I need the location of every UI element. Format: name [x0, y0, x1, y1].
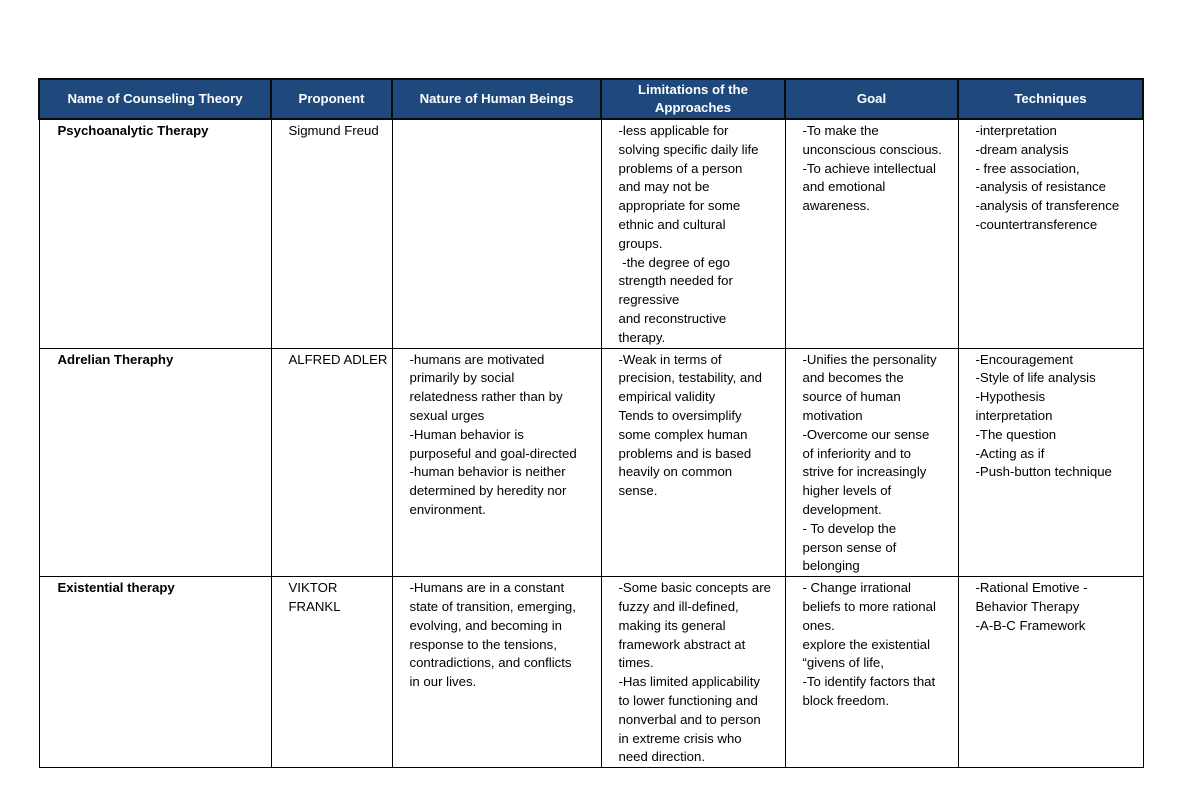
theory-name: Psychoanalytic Therapy	[57, 123, 209, 138]
cell-text-line: problems of a person	[618, 160, 743, 176]
cell-text-line: -Overcome our sense	[802, 426, 930, 442]
header-proponent: Proponent	[271, 79, 392, 119]
cell-text-line: -Has limited applicability	[618, 674, 760, 690]
cell-text-line: -A-B-C Framework	[975, 617, 1086, 633]
cell-text-line: solving specific daily life	[618, 141, 759, 157]
techniques-cell	[958, 119, 1143, 348]
cell-text-line: in our lives.	[409, 674, 477, 690]
cell-text-line: -less applicable for	[618, 123, 729, 138]
cell-text-line: and reconstructive	[618, 310, 727, 326]
table-row	[39, 577, 1143, 768]
cell-text-line: -Some basic concepts are	[618, 580, 771, 596]
techniques-cell	[958, 348, 1143, 577]
header-techniques: Techniques	[958, 79, 1143, 119]
header-goal: Goal	[785, 79, 958, 119]
cell-text-line: determined by heredity nor	[409, 483, 567, 499]
cell-text-line: nonverbal and to person	[618, 711, 761, 727]
cell-text-line: person sense of	[802, 539, 897, 555]
cell-text-line: relatedness rather than by	[409, 389, 563, 405]
cell-text-line: response to the tensions,	[409, 636, 557, 652]
counseling-theories-table	[38, 78, 1144, 768]
cell-text-line: Tends to oversimplify	[618, 407, 742, 423]
cell-text-line: unconscious conscious.	[802, 141, 942, 157]
cell-text-line: state of transition, emerging,	[409, 598, 576, 614]
table-row	[39, 119, 1143, 348]
cell-text-line: - free association,	[975, 160, 1080, 176]
cell-text-line: -Push-button technique	[975, 464, 1112, 480]
cell-text-line: ones.	[802, 617, 835, 633]
cell-text-line: -To make the	[802, 123, 879, 138]
cell-text-line: -The question	[975, 426, 1057, 442]
cell-text-line: -Acting as if	[975, 445, 1045, 461]
cell-text-line: and emotional	[802, 179, 886, 195]
header-nature: Nature of Human Beings	[392, 79, 601, 119]
cell-text-line: primarily by social	[409, 370, 515, 386]
techniques-cell	[958, 577, 1143, 768]
header-theory-name: Name of Counseling Theory	[39, 79, 271, 119]
cell-text-line: precision, testability, and	[618, 370, 762, 386]
cell-text-line: -countertransference	[975, 216, 1098, 232]
cell-text-line: awareness.	[802, 198, 870, 214]
cell-text-line: VIKTOR	[288, 580, 338, 596]
header-row	[39, 79, 1143, 119]
cell-text-line: -Human behavior is	[409, 426, 524, 442]
cell-text-line: of inferiority and to	[802, 445, 911, 461]
cell-text-line: -Style of life analysis	[975, 370, 1096, 386]
cell-text-line: empirical validity	[618, 389, 716, 405]
cell-text-line: FRANKL	[288, 598, 341, 614]
cell-text-line: appropriate for some	[618, 198, 741, 214]
cell-text-line: higher levels of	[802, 483, 892, 499]
cell-text-line: -Weak in terms of	[618, 351, 722, 367]
cell-text-line: regressive	[618, 292, 680, 308]
cell-text-line: explore the existential	[802, 636, 931, 652]
cell-text-line: times.	[618, 655, 654, 671]
cell-text-line: and becomes the	[802, 370, 904, 386]
cell-text-line: evolving, and becoming in	[409, 617, 562, 633]
goal-cell	[785, 577, 958, 768]
cell-text-line: problems and is based	[618, 445, 752, 461]
theory-name: Adrelian Theraphy	[57, 351, 174, 367]
limitations-cell	[601, 348, 785, 577]
cell-text-line: -the degree of ego	[618, 254, 730, 270]
theory-name-cell	[39, 119, 271, 348]
cell-text-line: -interpretation	[975, 123, 1057, 138]
cell-text-line: -Humans are in a constant	[409, 580, 565, 596]
cell-text-line: - Change irrational	[802, 580, 911, 596]
cell-text-line: need direction.	[618, 749, 706, 765]
cell-text-line: -Encouragement	[975, 351, 1073, 367]
limitations-cell	[601, 577, 785, 768]
cell-text-line: belonging	[802, 558, 860, 574]
cell-text-line: -analysis of transference	[975, 198, 1120, 214]
nature-cell	[392, 577, 601, 768]
cell-text-line: source of human	[802, 389, 901, 405]
cell-text-line: - To develop the	[802, 520, 897, 536]
cell-text-line: to lower functioning and	[618, 692, 758, 708]
cell-text-line: in extreme crisis who	[618, 730, 742, 746]
cell-text-line: -human behavior is neither	[409, 464, 566, 480]
theory-name: Existential therapy	[57, 580, 175, 596]
header-limitations: Limitations of the Approaches	[601, 79, 785, 119]
cell-text-line: -Rational Emotive -	[975, 580, 1088, 596]
cell-text-line: heavily on common	[618, 464, 733, 480]
cell-text-line: -Hypothesis	[975, 389, 1046, 405]
proponent-cell	[271, 348, 392, 577]
cell-text-line: some complex human	[618, 426, 748, 442]
cell-text-line: sense.	[618, 483, 658, 499]
cell-text-line: strength needed for	[618, 273, 733, 289]
cell-text-line: contradictions, and conflicts	[409, 655, 572, 671]
cell-text-line: beliefs to more rational	[802, 598, 936, 614]
cell-text-line: purposeful and goal-directed	[409, 445, 577, 461]
cell-text-line: therapy.	[618, 329, 666, 345]
cell-text-line: motivation	[802, 407, 863, 423]
cell-text-line: interpretation	[975, 407, 1053, 423]
limitations-cell	[601, 119, 785, 348]
cell-text-line: groups.	[618, 235, 663, 251]
cell-text-line: -dream analysis	[975, 141, 1069, 157]
cell-text-line: “givens of life,	[802, 655, 884, 671]
cell-text-line: making its general	[618, 617, 726, 633]
cell-text-line: -humans are motivated	[409, 351, 545, 367]
cell-text-line: sexual urges	[409, 407, 485, 423]
cell-text-line: -analysis of resistance	[975, 179, 1106, 195]
cell-text-line: -To achieve intellectual	[802, 160, 936, 176]
cell-text-line: ethnic and cultural	[618, 216, 726, 232]
cell-text-line: fuzzy and ill-defined,	[618, 598, 739, 614]
goal-cell	[785, 348, 958, 577]
goal-cell	[785, 119, 958, 348]
cell-text-line: Sigmund Freud	[288, 123, 379, 138]
cell-text-line: and may not be	[618, 179, 710, 195]
proponent-cell	[271, 119, 392, 348]
nature-cell	[392, 119, 601, 348]
cell-text-line: strive for increasingly	[802, 464, 927, 480]
cell-text-line: -Unifies the personality	[802, 351, 937, 367]
cell-text-line: environment.	[409, 501, 486, 517]
cell-text-line: development.	[802, 501, 882, 517]
proponent-cell	[271, 577, 392, 768]
cell-text-line: block freedom.	[802, 692, 889, 708]
cell-text-line: framework abstract at	[618, 636, 746, 652]
nature-cell	[392, 348, 601, 577]
theory-name-cell	[39, 577, 271, 768]
cell-text-line: ALFRED ADLER	[288, 351, 388, 367]
cell-text-line: Behavior Therapy	[975, 598, 1080, 614]
theory-name-cell	[39, 348, 271, 577]
cell-text-line: -To identify factors that	[802, 674, 936, 690]
table-row	[39, 348, 1143, 577]
